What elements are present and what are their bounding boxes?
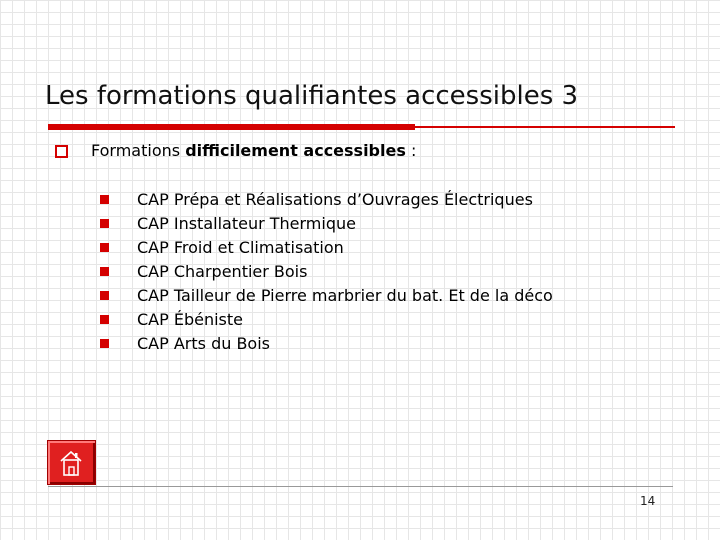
- list-item-label: CAP Froid et Climatisation: [137, 238, 344, 257]
- title-underline-thick: [48, 124, 415, 130]
- list-item-label: CAP Prépa et Réalisations d’Ouvrages Électriques: [137, 190, 533, 209]
- filled-square-bullet-icon: [100, 291, 109, 300]
- hollow-square-bullet-icon: [55, 145, 68, 158]
- slide-title: Les formations qualifiantes accessibles 3: [45, 81, 579, 111]
- title-underline-thin: [415, 126, 675, 128]
- home-button[interactable]: [47, 440, 96, 485]
- list-item-label: CAP Installateur Thermique: [137, 214, 356, 233]
- home-icon: [60, 450, 82, 476]
- filled-square-bullet-icon: [100, 195, 109, 204]
- main-bullet-prefix: Formations: [91, 141, 186, 160]
- main-bullet-emphasis: difficilement accessibles: [185, 141, 406, 160]
- filled-square-bullet-icon: [100, 267, 109, 276]
- page-number: 14: [640, 494, 656, 508]
- list-item-label: CAP Tailleur de Pierre marbrier du bat. Et de la déco: [137, 286, 553, 305]
- list-item-label: CAP Charpentier Bois: [137, 262, 308, 281]
- footer-divider: [48, 486, 673, 487]
- main-bullet-suffix: :: [405, 141, 417, 160]
- filled-square-bullet-icon: [100, 219, 109, 228]
- filled-square-bullet-icon: [100, 243, 109, 252]
- filled-square-bullet-icon: [100, 339, 109, 348]
- filled-square-bullet-icon: [100, 315, 109, 324]
- list-item-label: CAP Arts du Bois: [137, 334, 270, 353]
- main-bullet-text: [91, 141, 416, 160]
- list-item-label: CAP Ébéniste: [137, 310, 243, 329]
